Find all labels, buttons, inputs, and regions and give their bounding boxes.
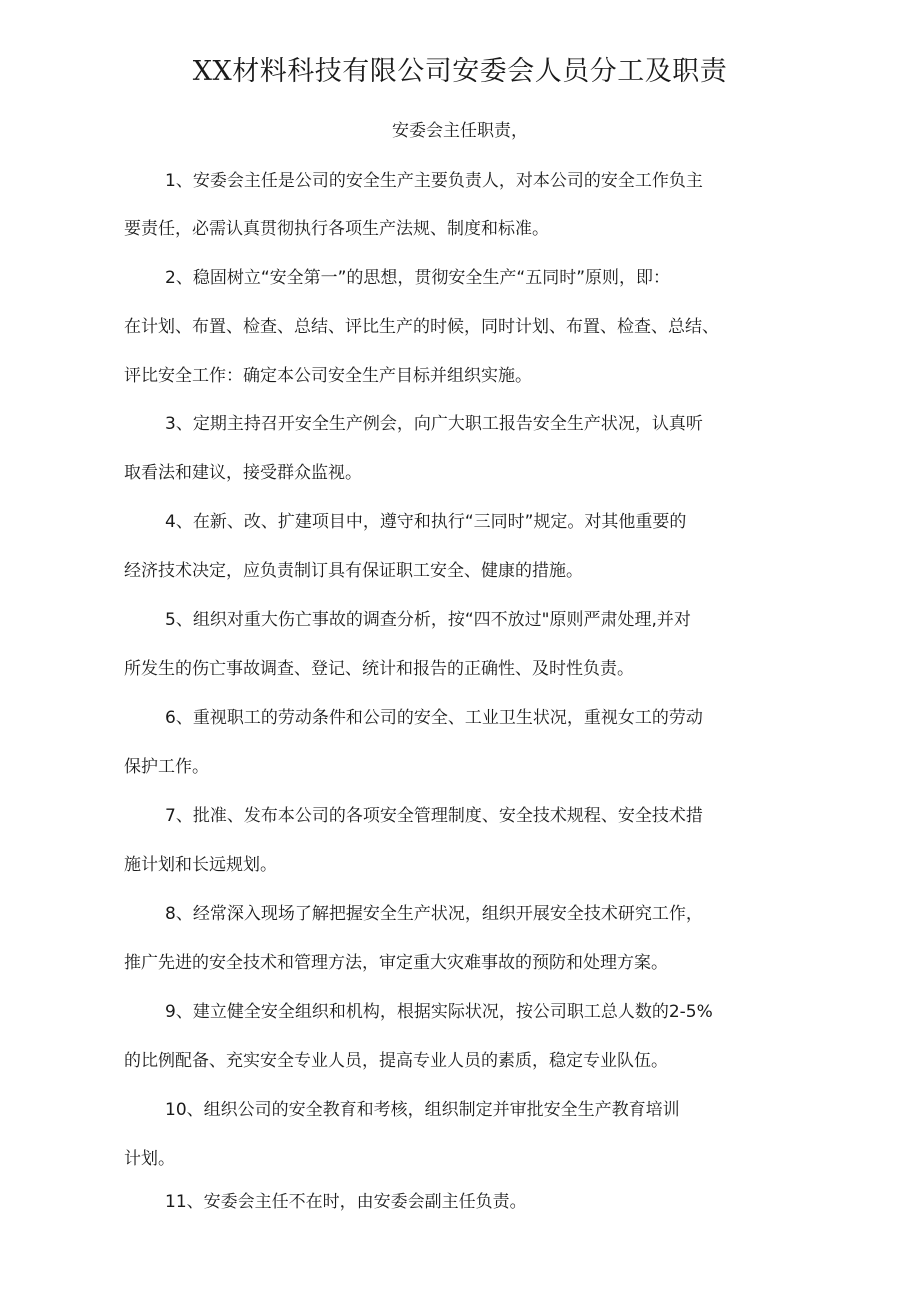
- item-10-line-2: 计划。: [124, 1149, 175, 1169]
- item-2-line-1: 2、稳固树立“安全第一”的思想，贯彻安全生产“五同时”原则，即：: [165, 268, 671, 288]
- item-3-line-2: 取看法和建议，接受群众监视。: [124, 463, 362, 483]
- section-heading: 安委会主任职责，: [392, 121, 528, 141]
- document-title: XX材料科技有限公司安委会人员分工及职责: [192, 56, 728, 87]
- item-4-line-1: 4、在新、改、扩建项目中，遵守和执行“三同时”规定。对其他重要的: [165, 512, 687, 532]
- item-1-line-1: 1、安委会主任是公司的安全生产主要负责人，对本公司的安全工作负主: [165, 171, 703, 191]
- item-4-line-2: 经济技术决定，应负责制订具有保证职工安全、健康的措施。: [124, 561, 583, 581]
- item-9-line-2: 的比例配备、充实安全专业人员，提高专业人员的素质，稳定专业队伍。: [124, 1051, 668, 1071]
- item-6-line-2: 保护工作。: [124, 757, 209, 777]
- item-2-line-2: 在计划、布置、检查、总结、评比生产的时候，同时计划、布置、检查、总结、: [124, 317, 719, 337]
- item-7-line-1: 7、批准、发布本公司的各项安全管理制度、安全技术规程、安全技术措: [165, 806, 703, 826]
- item-1-line-2: 要责任，必需认真贯彻执行各项生产法规、制度和标准。: [124, 219, 549, 239]
- item-9-line-1: 9、建立健全安全组织和机构，根据实际状况，按公司职工总人数的2-5%: [165, 1002, 713, 1022]
- item-2-line-3: 评比安全工作：确定本公司安全生产目标并组织实施。: [124, 366, 532, 386]
- item-5-line-2: 所发生的伤亡事故调查、登记、统计和报告的正确性、及时性负责。: [124, 659, 634, 679]
- item-6-line-1: 6、重视职工的劳动条件和公司的安全、工业卫生状况，重视女工的劳动: [165, 708, 703, 728]
- item-5-line-1: 5、组织对重大伤亡事故的调查分析，按“四不放过"原则严肃处理,并对: [165, 610, 691, 630]
- item-11-line-1: 11、安委会主任不在时，由安委会副主任负责。: [165, 1192, 527, 1212]
- item-7-line-2: 施计划和长远规划。: [124, 855, 277, 875]
- item-8-line-1: 8、经常深入现场了解把握安全生产状况，组织开展安全技术研究工作，: [165, 904, 703, 924]
- item-3-line-1: 3、定期主持召开安全生产例会，向广大职工报告安全生产状况，认真听: [165, 414, 703, 434]
- item-10-line-1: 10、组织公司的安全教育和考核，组织制定并审批安全生产教育培训: [165, 1100, 680, 1120]
- item-8-line-2: 推广先进的安全技术和管理方法，审定重大灾难事故的预防和处理方案。: [124, 953, 668, 973]
